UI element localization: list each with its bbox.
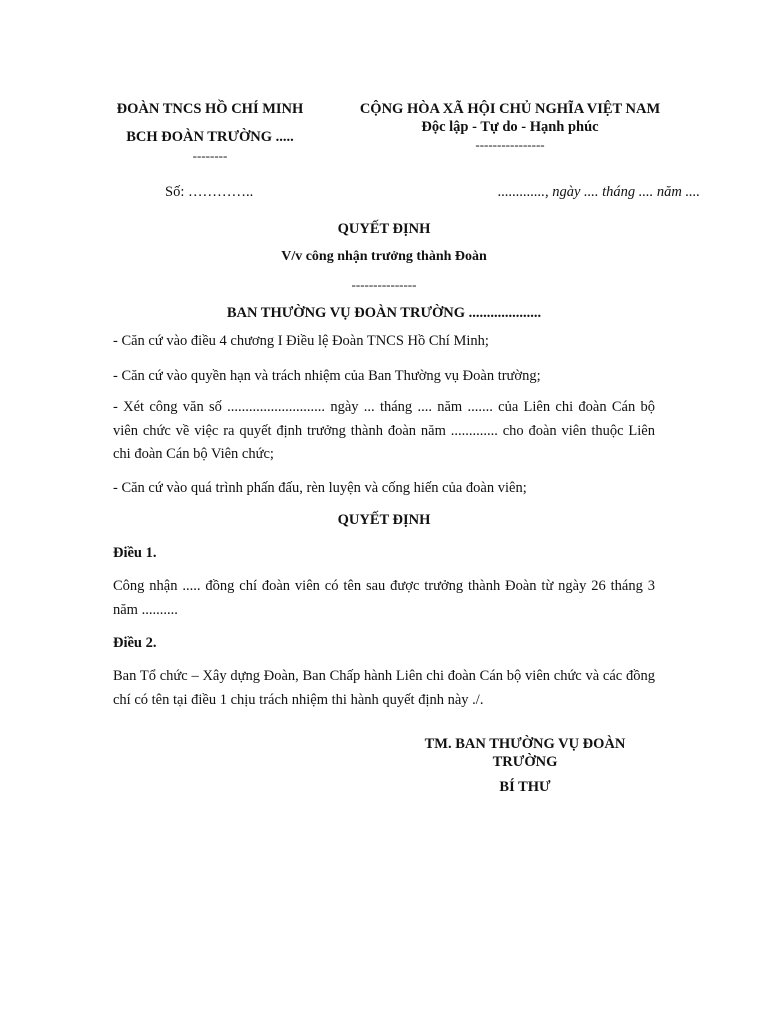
- signature-organization-line: TRƯỜNG: [492, 754, 558, 770]
- signature-title: BÍ THƯ: [499, 779, 551, 795]
- article-label: Điều 1.: [113, 545, 157, 561]
- document-date: ............., ngày .... tháng .... năm ....: [497, 184, 700, 200]
- document-subject: V/v công nhận trưởng thành Đoàn: [281, 249, 487, 264]
- article-label: Điều 2.: [113, 635, 157, 651]
- signature-organization-line: TM. BAN THƯỜNG VỤ ĐOÀN: [424, 736, 626, 752]
- organization-name: ĐOÀN TNCS HỒ CHÍ MINH: [116, 101, 304, 117]
- legal-basis-item: - Xét công văn số ........................... ngày ... tháng .... năm ....... của Liên chi đoàn Cán bộ viên chức về việc ra quyết định trưởng thành đoàn năm ............. cho đoàn viên thuộc Liên chi đoàn Cán bộ Viên chức;: [113, 399, 655, 462]
- legal-basis-item: - Căn cứ vào điều 4 chương I Điều lệ Đoàn TNCS Hồ Chí Minh;: [113, 333, 489, 349]
- national-motto: Độc lập - Tự do - Hạnh phúc: [421, 119, 599, 135]
- title-divider: ---------------: [351, 277, 417, 292]
- article-body: Ban Tổ chức – Xây dựng Đoàn, Ban Chấp hành Liên chi đoàn Cán bộ viên chức và các đồng chí có tên tại điều 1 chịu trách nhiệm thi hành quyết định này ./.: [113, 668, 655, 708]
- document-title: QUYẾT ĐỊNH: [337, 221, 431, 237]
- national-divider: ----------------: [475, 137, 545, 152]
- signature-organization: [400, 735, 650, 771]
- decision-heading: QUYẾT ĐỊNH: [337, 512, 431, 528]
- legal-basis-item: - Căn cứ vào quyền hạn và trách nhiệm của Ban Thường vụ Đoàn trường;: [113, 368, 541, 384]
- issuing-body: BAN THƯỜNG VỤ ĐOÀN TRƯỜNG ....................: [226, 305, 542, 321]
- national-title: CỘNG HÒA XÃ HỘI CHỦ NGHĨA VIỆT NAM: [359, 101, 661, 117]
- organization-divider: --------: [192, 148, 228, 163]
- document-number: Số: …………..: [165, 184, 254, 200]
- organization-unit: BCH ĐOÀN TRƯỜNG .....: [126, 129, 294, 145]
- article-body: Công nhận ..... đồng chí đoàn viên có tên sau được trưởng thành Đoàn từ ngày 26 tháng 3 năm ..........: [113, 578, 655, 618]
- legal-basis-item: - Căn cứ vào quá trình phấn đấu, rèn luyện và cống hiến của đoàn viên;: [113, 480, 527, 496]
